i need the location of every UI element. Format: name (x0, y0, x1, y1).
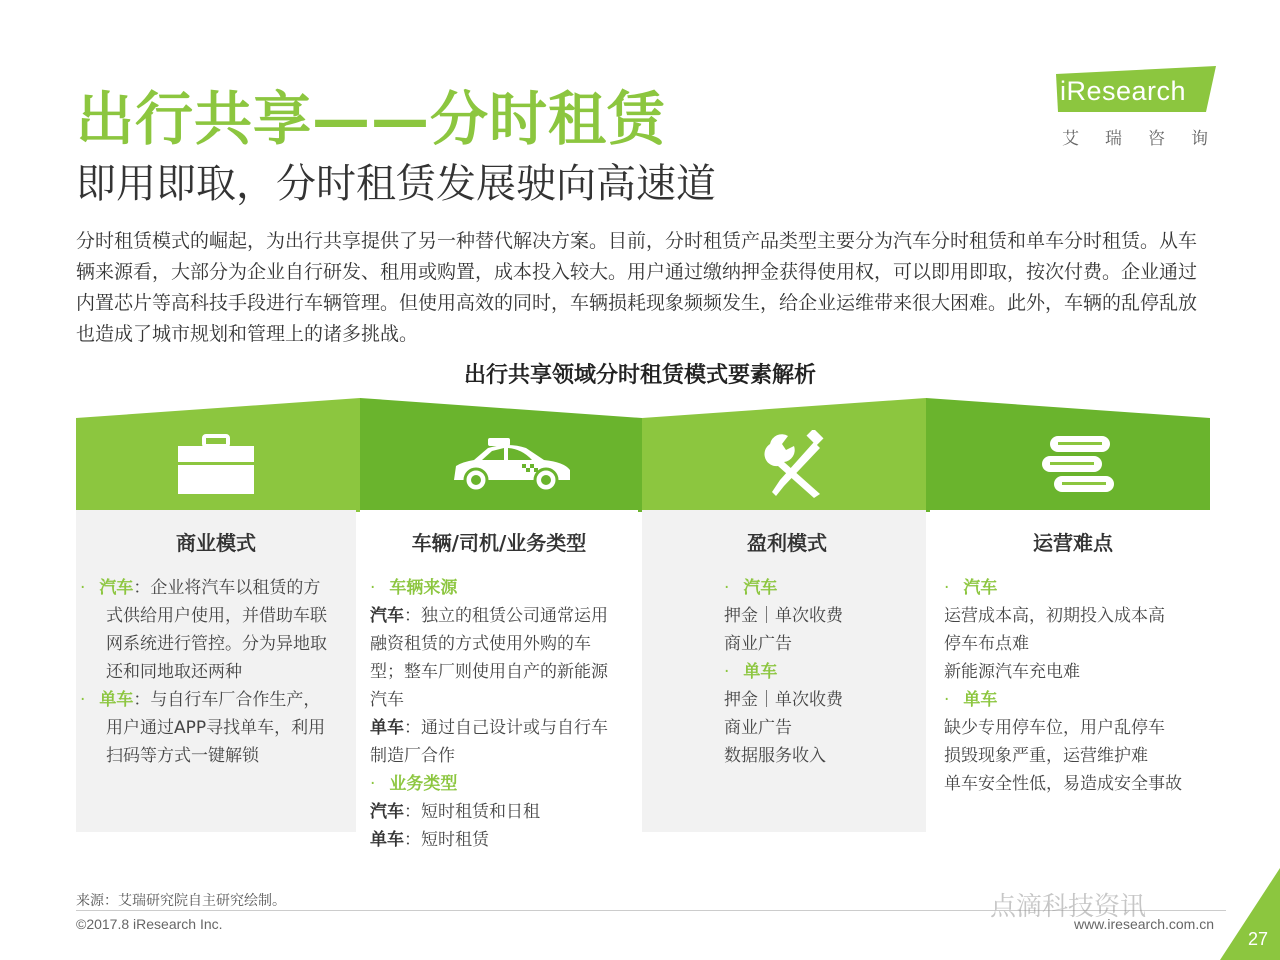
profit-item: 押金｜单次收费 (724, 690, 843, 710)
car-text-line: 还和同地取还两种 (106, 662, 242, 682)
car-label: 汽车 (743, 578, 778, 598)
car-text-line: 网系统进行管控。分为异地取 (106, 634, 327, 654)
heading-vehicle-type: 车辆/司机/业务类型 (411, 531, 587, 555)
operation-difficulty-body: · 汽车 运营成本高，初期投入成本高 停车布点难 新能源汽车充电难 · 单车 缺少专用停车位，用户乱停车 损毁现象严重，运营维护难 单车安全性低，易造成安全事故 (944, 574, 1206, 798)
profit-item: 数据服务收入 (724, 746, 826, 766)
logo-brand-text: iResearch (1060, 76, 1187, 106)
car-text-line: 式供给用户使用，并借助车联 (106, 606, 327, 626)
profit-item: 押金｜单次收费 (724, 606, 843, 626)
bike-text-line: 用户通过APP寻找单车，利用 (106, 718, 326, 738)
page-subtitle: 即用即取，分时租赁发展驶向高速道 (76, 161, 716, 207)
biz-car-text: ：短时租赁和日租 (404, 802, 540, 822)
section-title: 出行共享领域分时租赁模式要素解析 (463, 363, 816, 388)
source-note: 来源：艾瑞研究院自主研究绘制。 (76, 893, 286, 909)
biz-type-label: 业务类型 (389, 774, 458, 794)
car-label: 汽车 (99, 578, 134, 598)
bike-text-line: 扫码等方式一键解锁 (106, 746, 259, 766)
intro-paragraph: 分时租赁模式的崛起，为出行共享提供了另一种替代解决方案。目前，分时租赁产品类型主要分为汽车分时租赁和单车分时租赁。从车辆来源看，大部分为企业自行研发、租用或购置，成本投入较大。用户通过缴纳押金获得使用权，可以即用即取，按次付费。企业通过内置芯片等高科技手段进行车辆管理。但使用高效的同时，车辆损耗现象频频发生，给企业运维带来很大困难。此外，车辆的乱停乱放也造成了城市规划和管理上的诸多挑战。 (76, 230, 1198, 345)
car-icon (448, 436, 574, 494)
bike-label: 单车 (743, 662, 778, 682)
biz-car-key: 汽车 (370, 802, 404, 822)
difficulty-item: 损毁现象严重，运营维护难 (944, 746, 1148, 766)
biz-bike-text: ：短时租赁 (404, 830, 489, 850)
profit-item: 商业广告 (724, 634, 792, 654)
bike-label: 单车 (99, 690, 134, 710)
briefcase-icon (176, 434, 256, 496)
profit-item: 商业广告 (724, 718, 792, 738)
page-number: 27 (1247, 929, 1268, 949)
watermark-text: 点滴科技资讯 (990, 892, 1147, 922)
bike-label: 单车 (963, 690, 998, 710)
biz-bike-key: 单车 (370, 830, 404, 850)
bike-text-line: ：通过自己设计或与自行车 (404, 718, 608, 738)
car-label: 汽车 (963, 578, 998, 598)
logo-cn-text: 艾瑞咨询 (1062, 129, 1234, 149)
difficulty-item: 停车布点难 (944, 634, 1029, 654)
car-key: 汽车 (370, 606, 404, 626)
coins-icon (1040, 434, 1118, 496)
car-text-line: 汽车 (370, 690, 404, 710)
car-text-line: ：企业将汽车以租赁的方 (133, 578, 321, 598)
heading-business-model: 商业模式 (176, 531, 256, 555)
profit-model-body: · 汽车 押金｜单次收费 商业广告 · 单车 押金｜单次收费 商业广告 数据服务收入 (724, 574, 924, 770)
difficulty-item: 缺少专用停车位，用户乱停车 (944, 718, 1165, 738)
car-text-line: 融资租赁的方式使用外购的车 (370, 634, 591, 654)
car-text-line: 型；整车厂则使用自产的新能源 (370, 662, 608, 682)
vehicle-type-body: · 车辆来源 汽车：独立的租赁公司通常运用 融资租赁的方式使用外购的车 型；整车厂则使用自产的新能源 汽车 单车：通过自己设计或与自行车 制造厂合作 · 业务类型 汽车：短时租赁和日租 单车：短时租赁 (370, 574, 632, 854)
copyright: ©2017.8 iResearch Inc. (76, 916, 223, 932)
difficulty-item: 运营成本高，初期投入成本高 (944, 606, 1165, 626)
heading-profit-model: 盈利模式 (747, 531, 827, 555)
car-text-line: ：独立的租赁公司通常运用 (404, 606, 608, 626)
difficulty-item: 单车安全性低，易造成安全事故 (944, 774, 1182, 794)
bike-text-line: 制造厂合作 (370, 746, 455, 766)
source-label: 车辆来源 (389, 578, 458, 598)
website-url: www.iresearch.com.cn (1073, 916, 1214, 932)
business-model-body: · 汽车：企业将汽车以租赁的方 式供给用户使用，并借助车联 网系统进行管控。分为异地取 还和同地取还两种 · 单车：与自行车厂合作生产， 用户通过APP寻找单车，利用 扫码等方式一键解锁 (80, 574, 350, 770)
bike-key: 单车 (370, 718, 404, 738)
bike-text-line: ：与自行车厂合作生产， (133, 690, 321, 710)
heading-operation-difficulty: 运营难点 (1033, 531, 1113, 555)
difficulty-item: 新能源汽车充电难 (944, 662, 1080, 682)
wrench-screwdriver-icon (762, 430, 832, 500)
iresearch-logo (1056, 66, 1234, 150)
page-title: 出行共享——分时租赁 (76, 85, 667, 153)
